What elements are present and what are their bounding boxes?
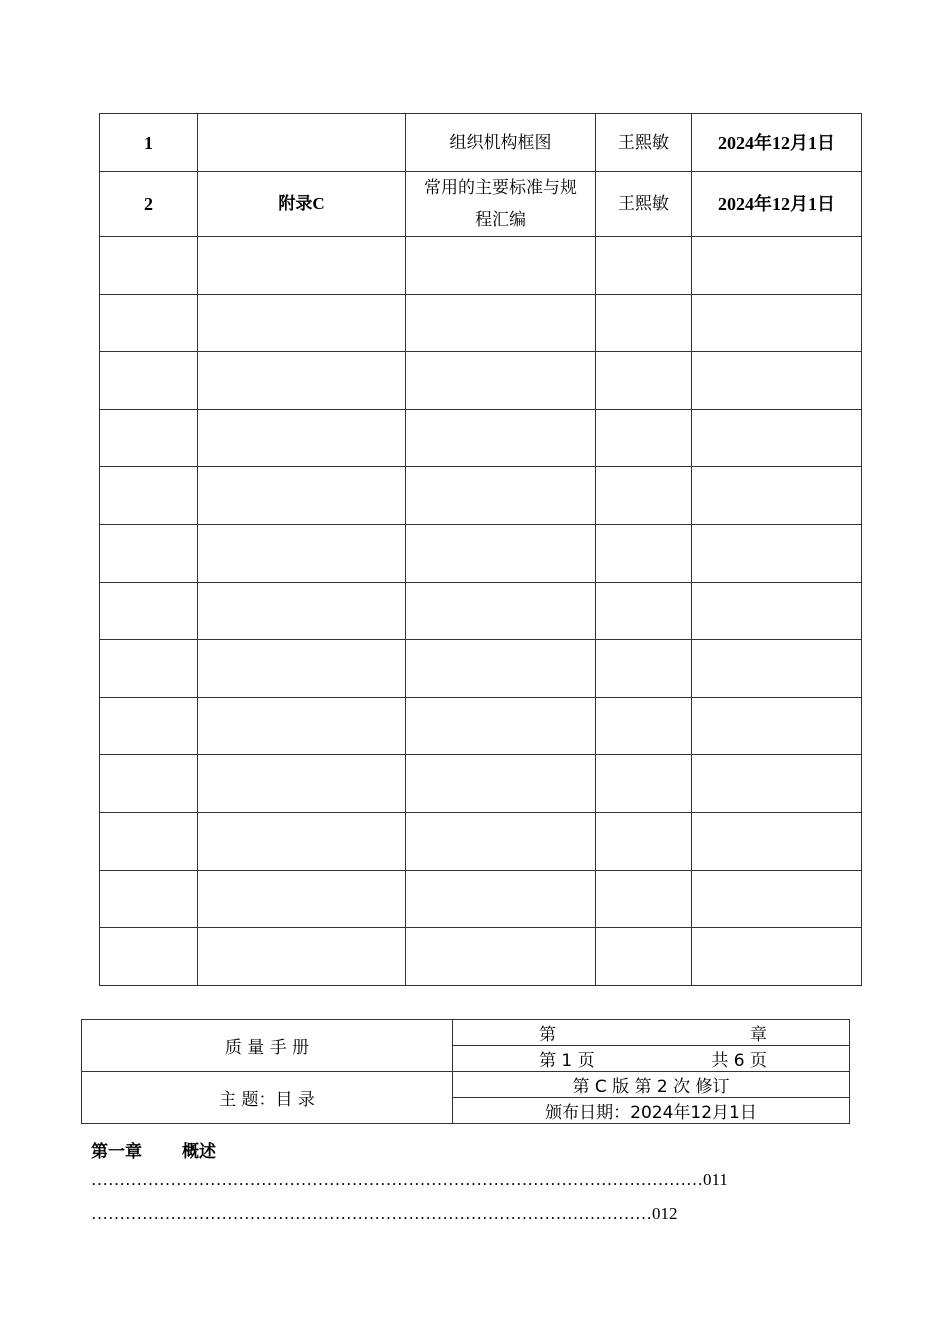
row-content — [406, 294, 596, 352]
row-number — [100, 870, 198, 928]
row-content — [406, 237, 596, 295]
edition-label: 第 C 版 第 2 次 修订 — [453, 1072, 850, 1098]
row-section — [198, 352, 406, 410]
toc-leader-dots: ……………………………………………………………………………………………… — [91, 1170, 703, 1189]
row-content — [406, 352, 596, 410]
row-section — [198, 697, 406, 755]
toc-leader-dots: ……………………………………………………………………………………… — [91, 1204, 652, 1223]
row-number — [100, 755, 198, 813]
subject-label: 主 题：目 录 — [82, 1072, 453, 1124]
row-section — [198, 582, 406, 640]
toc-page-number: 012 — [652, 1204, 678, 1223]
table-row — [100, 467, 862, 525]
row-content — [406, 870, 596, 928]
row-date — [692, 409, 862, 467]
row-content — [406, 697, 596, 755]
chapter-label-right: 章 — [750, 1025, 767, 1045]
row-number — [100, 467, 198, 525]
row-content — [406, 409, 596, 467]
row-person — [596, 812, 692, 870]
row-date — [692, 812, 862, 870]
row-date — [692, 870, 862, 928]
row-person — [596, 237, 692, 295]
row-section — [198, 812, 406, 870]
manual-title: 质 量 手 册 — [82, 1020, 453, 1072]
table-row — [100, 237, 862, 295]
row-number: 2 — [100, 172, 198, 237]
row-person — [596, 928, 692, 986]
row-section — [198, 294, 406, 352]
row-section — [198, 640, 406, 698]
chapter-label-left: 第 — [539, 1025, 556, 1045]
row-date — [692, 582, 862, 640]
row-section: 附录C — [198, 172, 406, 237]
row-number — [100, 524, 198, 582]
table-row — [100, 172, 862, 237]
toc-chapter-number: 第一章 — [91, 1142, 142, 1162]
row-number — [100, 697, 198, 755]
row-number — [100, 812, 198, 870]
toc-entry — [91, 1204, 678, 1224]
row-number — [100, 928, 198, 986]
row-content — [406, 812, 596, 870]
row-person: 王熙敏 — [596, 172, 692, 237]
row-section — [198, 237, 406, 295]
table-row — [100, 409, 862, 467]
row-section — [198, 467, 406, 525]
row-number — [100, 237, 198, 295]
row-person — [596, 294, 692, 352]
row-date — [692, 467, 862, 525]
chapter-cell — [453, 1020, 850, 1046]
table-row — [100, 870, 862, 928]
table-row — [100, 352, 862, 410]
table-row — [100, 524, 862, 582]
row-content — [406, 928, 596, 986]
row-content: 组织机构框图 — [406, 114, 596, 172]
revision-table — [99, 113, 862, 986]
table-row — [100, 928, 862, 986]
toc-entry — [91, 1170, 728, 1190]
row-section — [198, 755, 406, 813]
row-person — [596, 870, 692, 928]
row-content — [406, 582, 596, 640]
row-date: 2024年12月1日 — [692, 172, 862, 237]
row-date — [692, 352, 862, 410]
row-number: 1 — [100, 114, 198, 172]
toc-page-number: 011 — [703, 1170, 728, 1189]
row-date — [692, 237, 862, 295]
row-date — [692, 697, 862, 755]
page-total: 共 6 页 — [711, 1051, 767, 1071]
row-person — [596, 409, 692, 467]
row-person — [596, 352, 692, 410]
table-row — [100, 697, 862, 755]
row-number — [100, 640, 198, 698]
row-number — [100, 294, 198, 352]
table-row — [100, 582, 862, 640]
row-date: 2024年12月1日 — [692, 114, 862, 172]
row-content — [406, 524, 596, 582]
row-number — [100, 582, 198, 640]
row-person — [596, 640, 692, 698]
table-row — [100, 294, 862, 352]
row-date — [692, 524, 862, 582]
row-date — [692, 294, 862, 352]
row-section — [198, 409, 406, 467]
row-person — [596, 697, 692, 755]
row-section — [198, 524, 406, 582]
row-person — [596, 582, 692, 640]
row-person — [596, 467, 692, 525]
page-number: 第 1 页 — [539, 1051, 595, 1071]
row-content — [406, 467, 596, 525]
row-number — [100, 352, 198, 410]
table-row — [100, 755, 862, 813]
toc-chapter-title: 概述 — [182, 1142, 216, 1162]
row-date — [692, 928, 862, 986]
row-content: 常用的主要标准与规程汇编 — [406, 172, 596, 237]
row-content — [406, 755, 596, 813]
table-row — [100, 812, 862, 870]
table-row — [100, 114, 862, 172]
toc-chapter-heading — [91, 1137, 216, 1162]
row-date — [692, 755, 862, 813]
row-number — [100, 409, 198, 467]
page-cell — [453, 1046, 850, 1072]
row-person — [596, 524, 692, 582]
row-section — [198, 928, 406, 986]
table-row — [100, 640, 862, 698]
row-person: 王熙敏 — [596, 114, 692, 172]
row-section — [198, 114, 406, 172]
row-person — [596, 755, 692, 813]
row-date — [692, 640, 862, 698]
issue-date: 颁布日期：2024年12月1日 — [453, 1098, 850, 1124]
row-content — [406, 640, 596, 698]
row-section — [198, 870, 406, 928]
document-header-block — [81, 1019, 850, 1124]
